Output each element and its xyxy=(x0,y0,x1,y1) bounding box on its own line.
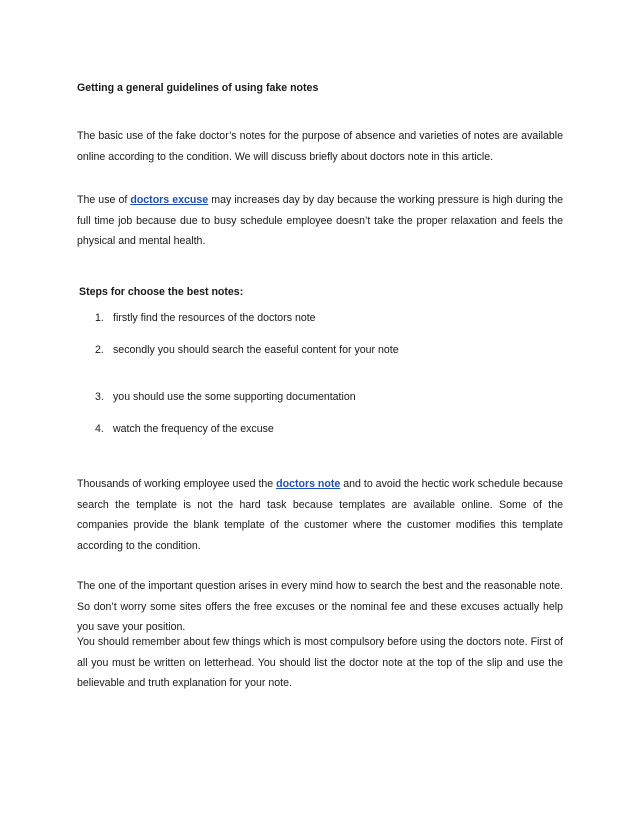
paragraph-text: Thousands of working employee used the xyxy=(77,478,277,490)
paragraph-search-note: The one of the important question arises in every mind how to search the best and the reasonable note. So don’t worry some sites offers the free excuses or the nominal fee and these excuses actually help you save your position. xyxy=(77,580,563,633)
list-item xyxy=(95,389,545,405)
list-item xyxy=(95,342,545,358)
list-text: firstly find the resources of the doctors note xyxy=(113,312,316,324)
list-text: watch the frequency of the excuse xyxy=(113,423,274,435)
list-number: 3. xyxy=(95,391,104,403)
list-number: 1. xyxy=(95,312,104,324)
steps-heading: Steps for choose the best notes: xyxy=(79,286,244,298)
list-item xyxy=(95,421,545,437)
list-number: 4. xyxy=(95,423,104,435)
paragraph-text: and to avoid the hectic work schedule because search the template is not the hard task because templates are available online. Some of the companies provide the blank template of the customer where the customer modifies this template according to the condition. xyxy=(77,478,564,552)
list-text: you should use the some supporting documentation xyxy=(113,391,356,403)
doctors-note-link[interactable]: doctors note xyxy=(276,478,341,490)
paragraph-intro: The basic use of the fake doctor’s notes for the purpose of absence and varieties of notes are available online according to the condition. We will discuss briefly about doctors note in this article. xyxy=(77,130,563,163)
paragraph-doctors-note xyxy=(77,474,563,556)
list-number: 2. xyxy=(95,344,104,356)
paragraph-text: The use of xyxy=(77,194,131,206)
document-title: Getting a general guidelines of using fake notes xyxy=(77,82,319,94)
paragraph-doctors-excuse xyxy=(77,190,563,252)
doctors-excuse-link[interactable]: doctors excuse xyxy=(130,194,209,206)
paragraph-text: may increases day by day because the working pressure is high during the full time job because due to busy schedule employee doesn’t take the proper relaxation and feels the physical and mental health. xyxy=(77,194,563,247)
paragraph-remember: You should remember about few things which is most compulsory before using the doctors note. First of all you must be written on letterhead. You should list the doctor note at the top of the slip and use the believable and truth explanation for your note. xyxy=(77,636,563,689)
list-item xyxy=(95,310,545,326)
list-text: secondly you should search the easeful content for your note xyxy=(113,344,399,356)
